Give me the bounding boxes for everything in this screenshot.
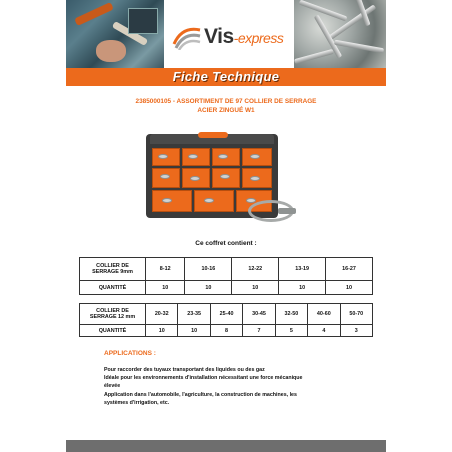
application-line: Idéale pour les environnements d'installation nécessitant une force mécanique xyxy=(104,375,303,382)
size-cell: 25-40 xyxy=(210,304,242,325)
quantity-cell: 10 xyxy=(326,281,373,295)
size-cell: 20-32 xyxy=(146,304,178,325)
size-cell: 12-22 xyxy=(232,258,279,281)
title-banner xyxy=(66,68,386,86)
tools-photo xyxy=(66,0,164,68)
quantity-label: QUANTITÉ xyxy=(80,325,146,337)
quantity-label: QUANTITÉ xyxy=(80,281,146,295)
footer-bar xyxy=(66,440,386,452)
application-line: Application dans l'automobile, l'agriculture, la construction de machines, les xyxy=(104,391,297,398)
clamp-table-9mm xyxy=(79,257,373,295)
product-title-line1: 2385000105 - ASSORTIMENT DE 97 COLLIER DE SERRAGE xyxy=(135,98,317,105)
banner-title: Fiche Technique xyxy=(172,69,280,84)
brand-name-main: Vis xyxy=(204,25,234,48)
quantity-cell: 10 xyxy=(146,325,178,337)
size-cell: 50-70 xyxy=(340,304,372,325)
quantity-cell: 7 xyxy=(243,325,275,337)
table-9mm-header: COLLIER DE SERRAGE 9mm xyxy=(80,258,146,281)
quantity-cell: 3 xyxy=(340,325,372,337)
swoosh-logo-icon xyxy=(172,24,202,50)
application-line: élevée xyxy=(104,383,121,390)
quantity-cell: 5 xyxy=(275,325,307,337)
size-cell: 40-60 xyxy=(308,304,340,325)
quantity-cell: 10 xyxy=(279,281,326,295)
screws-photo xyxy=(294,0,386,68)
brand-name xyxy=(204,25,283,49)
size-cell: 8-12 xyxy=(146,258,185,281)
product-image xyxy=(146,130,306,232)
applications-list xyxy=(104,366,354,407)
size-cell: 16-27 xyxy=(326,258,373,281)
quantity-cell: 10 xyxy=(178,325,210,337)
size-cell: 30-45 xyxy=(243,304,275,325)
table-12mm-header: COLLIER DE SERRAGE 12 mm xyxy=(80,304,146,325)
quantity-cell: 10 xyxy=(146,281,185,295)
application-line: systèmes d'irrigation, etc. xyxy=(104,399,170,406)
product-title-line2: ACIER ZINGUÉ W1 xyxy=(197,106,255,114)
quantity-cell: 10 xyxy=(232,281,279,295)
quantity-cell: 8 xyxy=(210,325,242,337)
applications-title: APPLICATIONS : xyxy=(104,350,156,357)
contents-label: Ce coffret contient : xyxy=(195,240,257,247)
size-cell: 32-50 xyxy=(275,304,307,325)
quantity-cell: 4 xyxy=(308,325,340,337)
header xyxy=(66,0,386,68)
application-line: Pour raccorder des tuyaux transportant des liquides ou des gaz xyxy=(104,367,265,373)
clamp-table-12mm xyxy=(79,303,373,337)
product-title xyxy=(66,98,386,115)
quantity-cell: 10 xyxy=(185,281,232,295)
size-cell: 10-16 xyxy=(185,258,232,281)
brand-name-suffix: -express xyxy=(233,30,284,46)
size-cell: 23-35 xyxy=(178,304,210,325)
brand-logo xyxy=(164,0,294,68)
size-cell: 13-19 xyxy=(279,258,326,281)
